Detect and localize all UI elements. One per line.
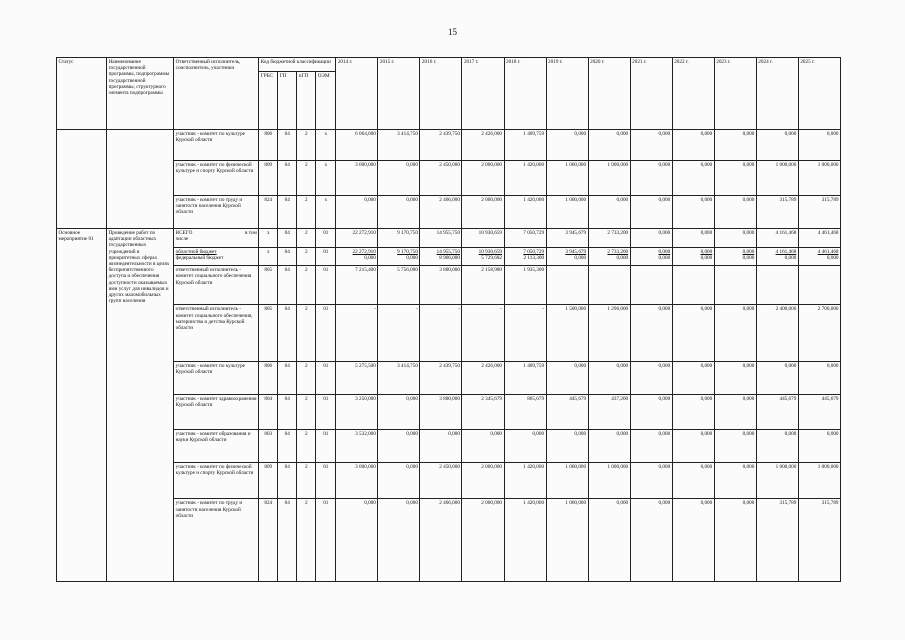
value-cell bbox=[588, 266, 630, 305]
federal-value: 0,000 bbox=[826, 254, 839, 261]
executor-cell bbox=[174, 247, 259, 266]
regional-value: 10 930,659 bbox=[478, 248, 502, 255]
value-cell: 0,000 bbox=[630, 499, 672, 582]
value-cell: 9 170,750 bbox=[378, 229, 420, 248]
value-cell: 1 935,300 bbox=[504, 266, 546, 305]
value-cell: 315,789 bbox=[756, 499, 798, 582]
value-cell: 0,000 bbox=[672, 130, 714, 161]
table-row bbox=[57, 266, 841, 305]
code-cell: 803 bbox=[259, 430, 278, 463]
value-cell: 14 955,750 bbox=[420, 229, 462, 248]
table-row bbox=[57, 247, 841, 266]
header-oem: ОЭМ bbox=[316, 72, 336, 130]
value-cell: 437,200 bbox=[588, 395, 630, 430]
code-cell: 806 bbox=[259, 130, 278, 161]
value-cell: - bbox=[336, 305, 378, 362]
value-cell: 0,000 bbox=[630, 395, 672, 430]
table-row bbox=[57, 430, 841, 463]
code-cell: х bbox=[316, 196, 336, 229]
value-cell: 2 450,000 bbox=[420, 463, 462, 499]
value-cell bbox=[672, 266, 714, 305]
federal-value: 0,000 bbox=[574, 254, 587, 261]
value-cell: 0,000 bbox=[630, 362, 672, 395]
code-cell: 04 bbox=[278, 196, 297, 229]
value-cell: 315,789 bbox=[798, 499, 840, 582]
federal-value: 0,000 bbox=[658, 254, 671, 261]
total-label-including: в том bbox=[245, 230, 257, 237]
code-cell: 04 bbox=[278, 229, 297, 248]
value-cell: 4 461,468 bbox=[798, 229, 840, 248]
code-cell: 01 bbox=[316, 362, 336, 395]
code-cell: 04 bbox=[278, 395, 297, 430]
table-row bbox=[57, 196, 841, 229]
code-cell: 01 bbox=[316, 229, 336, 248]
value-cell: 10 930,659 bbox=[462, 229, 504, 248]
value-cell: 0,000 bbox=[672, 305, 714, 362]
federal-value: 8 966,000 bbox=[439, 254, 460, 261]
code-cell: 2 bbox=[297, 362, 316, 395]
value-cell bbox=[504, 247, 546, 266]
value-cell: 1 000,000 bbox=[588, 463, 630, 499]
value-cell: 0,000 bbox=[672, 160, 714, 195]
value-cell: 2 439,750 bbox=[420, 362, 462, 395]
value-cell: 0,000 bbox=[588, 196, 630, 229]
value-cell: 1 409,759 bbox=[504, 130, 546, 161]
code-cell: 2 bbox=[297, 430, 316, 463]
value-cell: - bbox=[378, 305, 420, 362]
value-cell: 0,000 bbox=[630, 463, 672, 499]
value-cell bbox=[588, 247, 630, 266]
code-cell: 04 bbox=[278, 430, 297, 463]
executor-cell: участник - комитет по труду и занятости населения Курской области bbox=[174, 196, 259, 229]
value-cell: 2 000,000 bbox=[462, 499, 504, 582]
value-cell: - bbox=[462, 305, 504, 362]
value-cell: 1 000,000 bbox=[588, 160, 630, 195]
value-cell: 2 000,000 bbox=[462, 463, 504, 499]
value-cell: 0,000 bbox=[672, 395, 714, 430]
value-cell: 0,000 bbox=[336, 196, 378, 229]
value-cell: 4 161,468 bbox=[756, 229, 798, 248]
value-cell: 0,000 bbox=[378, 160, 420, 195]
header-budget-code: Код бюджетной классификации bbox=[259, 58, 336, 72]
value-cell: 0,000 bbox=[588, 430, 630, 463]
federal-value: 0,000 bbox=[364, 254, 376, 261]
value-cell: 3 414,750 bbox=[378, 130, 420, 161]
value-cell bbox=[672, 247, 714, 266]
code-cell: 04 bbox=[278, 247, 297, 266]
regional-value: 4 161,468 bbox=[775, 248, 797, 255]
value-cell: 1 420,000 bbox=[504, 463, 546, 499]
status-cell: Основное мероприятие 01 bbox=[57, 229, 107, 582]
value-cell: 0,000 bbox=[756, 130, 798, 161]
header-year: 2022 г. bbox=[672, 58, 714, 130]
value-cell: 315,789 bbox=[798, 196, 840, 229]
value-cell: 2 439,750 bbox=[420, 130, 462, 161]
value-cell: 1 000,000 bbox=[546, 499, 588, 582]
federal-value: 2 113,300 bbox=[523, 254, 545, 261]
value-cell: - bbox=[504, 305, 546, 362]
header-status: Статус bbox=[57, 58, 107, 130]
value-cell: 1 409,759 bbox=[504, 362, 546, 395]
code-cell: 04 bbox=[278, 266, 297, 305]
table-row bbox=[57, 362, 841, 395]
value-cell: 0,000 bbox=[588, 130, 630, 161]
value-cell: 2 158,980 bbox=[462, 266, 504, 305]
executor-cell: участник - комитет по культуре Курской области bbox=[174, 130, 259, 161]
value-cell: 1 000,000 bbox=[546, 196, 588, 229]
value-cell bbox=[756, 247, 798, 266]
code-cell: 01 bbox=[316, 266, 336, 305]
value-cell: 0,000 bbox=[630, 229, 672, 248]
value-cell: 0,000 bbox=[630, 160, 672, 195]
executor-cell: ответственный исполнитель - комитет социального обеспечения Курской области bbox=[174, 266, 259, 305]
value-cell: 2 400,000 bbox=[756, 305, 798, 362]
value-cell: 315,789 bbox=[756, 196, 798, 229]
code-cell: 04 bbox=[278, 463, 297, 499]
value-cell: 5 275,500 bbox=[336, 362, 378, 395]
executor-cell: участник - комитет по физической культуре и спорту Курской области bbox=[174, 463, 259, 499]
value-cell: 0,000 bbox=[672, 463, 714, 499]
value-cell: 0,000 bbox=[504, 430, 546, 463]
header-year: 2018 г. bbox=[504, 58, 546, 130]
value-cell: 2 426,000 bbox=[462, 362, 504, 395]
value-cell: 0,000 bbox=[672, 362, 714, 395]
executor-cell: участник - комитет по культуре Курской области bbox=[174, 362, 259, 395]
regional-value: 0,000 bbox=[700, 248, 713, 255]
header-year: 2014 г. bbox=[336, 58, 378, 130]
header-grbs: ГРБС bbox=[259, 72, 278, 130]
value-cell: 0,000 bbox=[672, 229, 714, 248]
value-cell: 5 756,000 bbox=[378, 266, 420, 305]
code-cell: 2 bbox=[297, 305, 316, 362]
value-cell: 0,000 bbox=[756, 362, 798, 395]
code-cell: 804 bbox=[259, 395, 278, 430]
value-cell: 2 000,000 bbox=[462, 196, 504, 229]
code-cell: 04 bbox=[278, 305, 297, 362]
code-cell: 2 bbox=[297, 196, 316, 229]
value-cell: 445,679 bbox=[798, 395, 840, 430]
value-cell: 0,000 bbox=[588, 362, 630, 395]
table-row bbox=[57, 463, 841, 499]
code-cell: х bbox=[316, 160, 336, 195]
status-cell bbox=[57, 130, 107, 229]
value-cell bbox=[798, 247, 840, 266]
value-cell bbox=[378, 247, 420, 266]
total-label: ВСЕГО bbox=[175, 230, 193, 237]
header-year: 2015 г. bbox=[378, 58, 420, 130]
code-cell: х bbox=[259, 229, 278, 248]
regional-budget-label: областной бюджет bbox=[175, 248, 217, 255]
value-cell: 0,000 bbox=[378, 196, 420, 229]
name-cell: Проведение работ по адаптации областных государственных учреждений в приоритетных сферах жизнедеятельности в целях бесприпятственного доступа и обеспечения доступности оказываемых ими услуг для инвалидов и других маломобильных групп населения bbox=[107, 229, 174, 582]
value-cell: 865,679 bbox=[504, 395, 546, 430]
code-cell: 2 bbox=[297, 130, 316, 161]
executor-cell: участник - комитет здравоохранения Курской области bbox=[174, 395, 259, 430]
value-cell bbox=[630, 266, 672, 305]
code-cell: 805 bbox=[259, 266, 278, 305]
value-cell bbox=[756, 266, 798, 305]
value-cell bbox=[630, 247, 672, 266]
header-year: 2025 г. bbox=[798, 58, 840, 130]
value-cell: 3 250,000 bbox=[336, 395, 378, 430]
code-cell: х bbox=[259, 247, 278, 266]
value-cell: 1 000,000 bbox=[546, 160, 588, 195]
value-cell: 2 426,000 bbox=[462, 130, 504, 161]
value-cell: 0,000 bbox=[798, 430, 840, 463]
code-cell: 2 bbox=[297, 499, 316, 582]
value-cell: 2 000,000 bbox=[462, 160, 504, 195]
code-cell: 806 bbox=[259, 362, 278, 395]
value-cell: 0,000 bbox=[630, 305, 672, 362]
value-cell: 1 420,000 bbox=[504, 160, 546, 195]
code-cell: 2 bbox=[297, 266, 316, 305]
code-cell: 04 bbox=[278, 160, 297, 195]
value-cell: 0,000 bbox=[420, 430, 462, 463]
name-cell bbox=[107, 130, 174, 229]
value-cell: 3 800,000 bbox=[420, 266, 462, 305]
value-cell: 0,000 bbox=[336, 499, 378, 582]
value-cell: 0,000 bbox=[378, 499, 420, 582]
value-cell: 0,000 bbox=[714, 463, 756, 499]
code-cell: 01 bbox=[316, 395, 336, 430]
value-cell: 0,000 bbox=[714, 229, 756, 248]
code-cell: 01 bbox=[316, 247, 336, 266]
federal-value: 0,000 bbox=[784, 254, 797, 261]
page-number: 15 bbox=[448, 27, 457, 37]
value-cell bbox=[462, 247, 504, 266]
header-year: 2023 г. bbox=[714, 58, 756, 130]
code-cell: 805 bbox=[259, 305, 278, 362]
code-cell: 824 bbox=[259, 499, 278, 582]
value-cell: 0,000 bbox=[672, 196, 714, 229]
regional-value: 14 955,750 bbox=[436, 248, 460, 255]
federal-budget-label: федеральный бюджет bbox=[175, 254, 224, 261]
value-cell: 1 500,000 bbox=[546, 305, 588, 362]
value-cell: 0,000 bbox=[378, 430, 420, 463]
regional-value: 9 170,750 bbox=[397, 248, 418, 255]
value-cell: 0,000 bbox=[546, 362, 588, 395]
code-cell: 2 bbox=[297, 160, 316, 195]
value-cell bbox=[714, 247, 756, 266]
value-cell: 6 064,600 bbox=[336, 130, 378, 161]
value-cell: 0,000 bbox=[714, 395, 756, 430]
value-cell: 0,000 bbox=[378, 395, 420, 430]
value-cell: 0,000 bbox=[714, 160, 756, 195]
code-cell: 2 bbox=[297, 229, 316, 248]
code-cell: 2 bbox=[297, 463, 316, 499]
federal-value: 0,000 bbox=[742, 254, 755, 261]
value-cell: 0,000 bbox=[798, 130, 840, 161]
value-cell: 0,000 bbox=[798, 362, 840, 395]
table-row bbox=[57, 229, 841, 248]
executor-cell: ответственный исполнитель - комитет социального обеспечения, материнства и детства Курской области bbox=[174, 305, 259, 362]
value-cell: 0,000 bbox=[672, 430, 714, 463]
code-cell: 04 bbox=[278, 130, 297, 161]
value-cell: 0,000 bbox=[714, 305, 756, 362]
header-year: 2017 г. bbox=[462, 58, 504, 130]
header-pgp: пГП bbox=[297, 72, 316, 130]
value-cell: 22 272,910 bbox=[336, 229, 378, 248]
value-cell: 2 466,000 bbox=[420, 499, 462, 582]
total-label-numbers: числе bbox=[175, 236, 189, 243]
regional-value: 0,000 bbox=[658, 248, 671, 255]
federal-value: 0,000 bbox=[616, 254, 629, 261]
header-name: Наименование государственной программы, подпрограммы государственной программы, структурного элемента подпрограммы bbox=[107, 58, 174, 130]
code-cell: 809 bbox=[259, 463, 278, 499]
value-cell: 7 050,729 bbox=[504, 229, 546, 248]
value-cell bbox=[546, 247, 588, 266]
code-cell: 2 bbox=[297, 247, 316, 266]
value-cell: 0,000 bbox=[756, 430, 798, 463]
value-cell: 0,000 bbox=[462, 430, 504, 463]
value-cell: - bbox=[420, 305, 462, 362]
value-cell: 1 420,000 bbox=[504, 499, 546, 582]
code-cell: х bbox=[316, 130, 336, 161]
budget-table bbox=[56, 57, 841, 582]
header-gp: ГП bbox=[278, 72, 297, 130]
executor-cell bbox=[174, 229, 259, 248]
code-cell: 01 bbox=[316, 499, 336, 582]
table-row bbox=[57, 395, 841, 430]
value-cell: 0,000 bbox=[714, 196, 756, 229]
value-cell: 0,000 bbox=[630, 430, 672, 463]
value-cell: 0,000 bbox=[546, 130, 588, 161]
value-cell: 3 414,750 bbox=[378, 362, 420, 395]
value-cell: 7 215,400 bbox=[336, 266, 378, 305]
regional-value: 22 272,910 bbox=[352, 248, 376, 255]
value-cell: 0,000 bbox=[546, 430, 588, 463]
federal-value: 5 729,682 bbox=[481, 254, 502, 261]
header-year: 2024 г. bbox=[756, 58, 798, 130]
header-year: 2020 г. bbox=[588, 58, 630, 130]
value-cell: 1 000,000 bbox=[798, 463, 840, 499]
value-cell: 0,000 bbox=[630, 130, 672, 161]
value-cell: 0,000 bbox=[378, 463, 420, 499]
regional-value: 4 461,468 bbox=[817, 248, 839, 255]
value-cell bbox=[714, 266, 756, 305]
federal-value: 0,000 bbox=[700, 254, 713, 261]
value-cell: 0,000 bbox=[588, 499, 630, 582]
value-cell: 1 000,000 bbox=[756, 463, 798, 499]
regional-value: 7 050,729 bbox=[523, 248, 545, 255]
value-cell: 445,679 bbox=[756, 395, 798, 430]
header-year: 2019 г. bbox=[546, 58, 588, 130]
executor-cell: участник - комитет по труду и занятости населения Курской области bbox=[174, 499, 259, 582]
value-cell: 3 800,000 bbox=[420, 395, 462, 430]
table-row bbox=[57, 130, 841, 161]
value-cell: 1 420,000 bbox=[504, 196, 546, 229]
value-cell: 2 345,679 bbox=[462, 395, 504, 430]
regional-value: 2 733,200 bbox=[607, 248, 629, 255]
regional-value: 0,000 bbox=[742, 248, 755, 255]
code-cell: 04 bbox=[278, 362, 297, 395]
value-cell: 3 000,000 bbox=[336, 463, 378, 499]
value-cell: 2 466,000 bbox=[420, 196, 462, 229]
value-cell: 1 000,000 bbox=[546, 463, 588, 499]
code-cell: 04 bbox=[278, 499, 297, 582]
value-cell: 1 000,000 bbox=[798, 160, 840, 195]
value-cell bbox=[420, 247, 462, 266]
code-cell: 01 bbox=[316, 430, 336, 463]
code-cell: 01 bbox=[316, 463, 336, 499]
value-cell: 2 450,000 bbox=[420, 160, 462, 195]
value-cell: 0,000 bbox=[714, 130, 756, 161]
code-cell: 2 bbox=[297, 395, 316, 430]
value-cell: 0,000 bbox=[714, 499, 756, 582]
code-cell: 809 bbox=[259, 160, 278, 195]
table-row bbox=[57, 160, 841, 195]
table-row bbox=[57, 499, 841, 582]
value-cell bbox=[546, 266, 588, 305]
value-cell: 0,000 bbox=[714, 430, 756, 463]
code-cell: 01 bbox=[316, 305, 336, 362]
value-cell: 0,000 bbox=[714, 362, 756, 395]
value-cell: 0,000 bbox=[672, 499, 714, 582]
executor-cell: участник - комитет по физической культуре и спорту Курской области bbox=[174, 160, 259, 195]
value-cell: 3 532,000 bbox=[336, 430, 378, 463]
value-cell: 1 000,000 bbox=[756, 160, 798, 195]
value-cell: 445,679 bbox=[546, 395, 588, 430]
value-cell bbox=[336, 247, 378, 266]
value-cell: 2 733,200 bbox=[588, 229, 630, 248]
value-cell: 3 000,000 bbox=[336, 160, 378, 195]
value-cell bbox=[798, 266, 840, 305]
federal-value: 0,000 bbox=[406, 254, 418, 261]
value-cell: 2 700,000 bbox=[798, 305, 840, 362]
header-year: 2016 г. bbox=[420, 58, 462, 130]
value-cell: 3 945,679 bbox=[546, 229, 588, 248]
executor-cell: участник - комитет образования и науки Курской области bbox=[174, 430, 259, 463]
value-cell: 1 296,000 bbox=[588, 305, 630, 362]
table-row bbox=[57, 305, 841, 362]
header-executor: Ответственный исполнитель, соисполнитель, участники bbox=[174, 58, 259, 130]
header-year: 2021 г. bbox=[630, 58, 672, 130]
value-cell: 0,000 bbox=[630, 196, 672, 229]
code-cell: 824 bbox=[259, 196, 278, 229]
regional-value: 3 945,679 bbox=[565, 248, 587, 255]
